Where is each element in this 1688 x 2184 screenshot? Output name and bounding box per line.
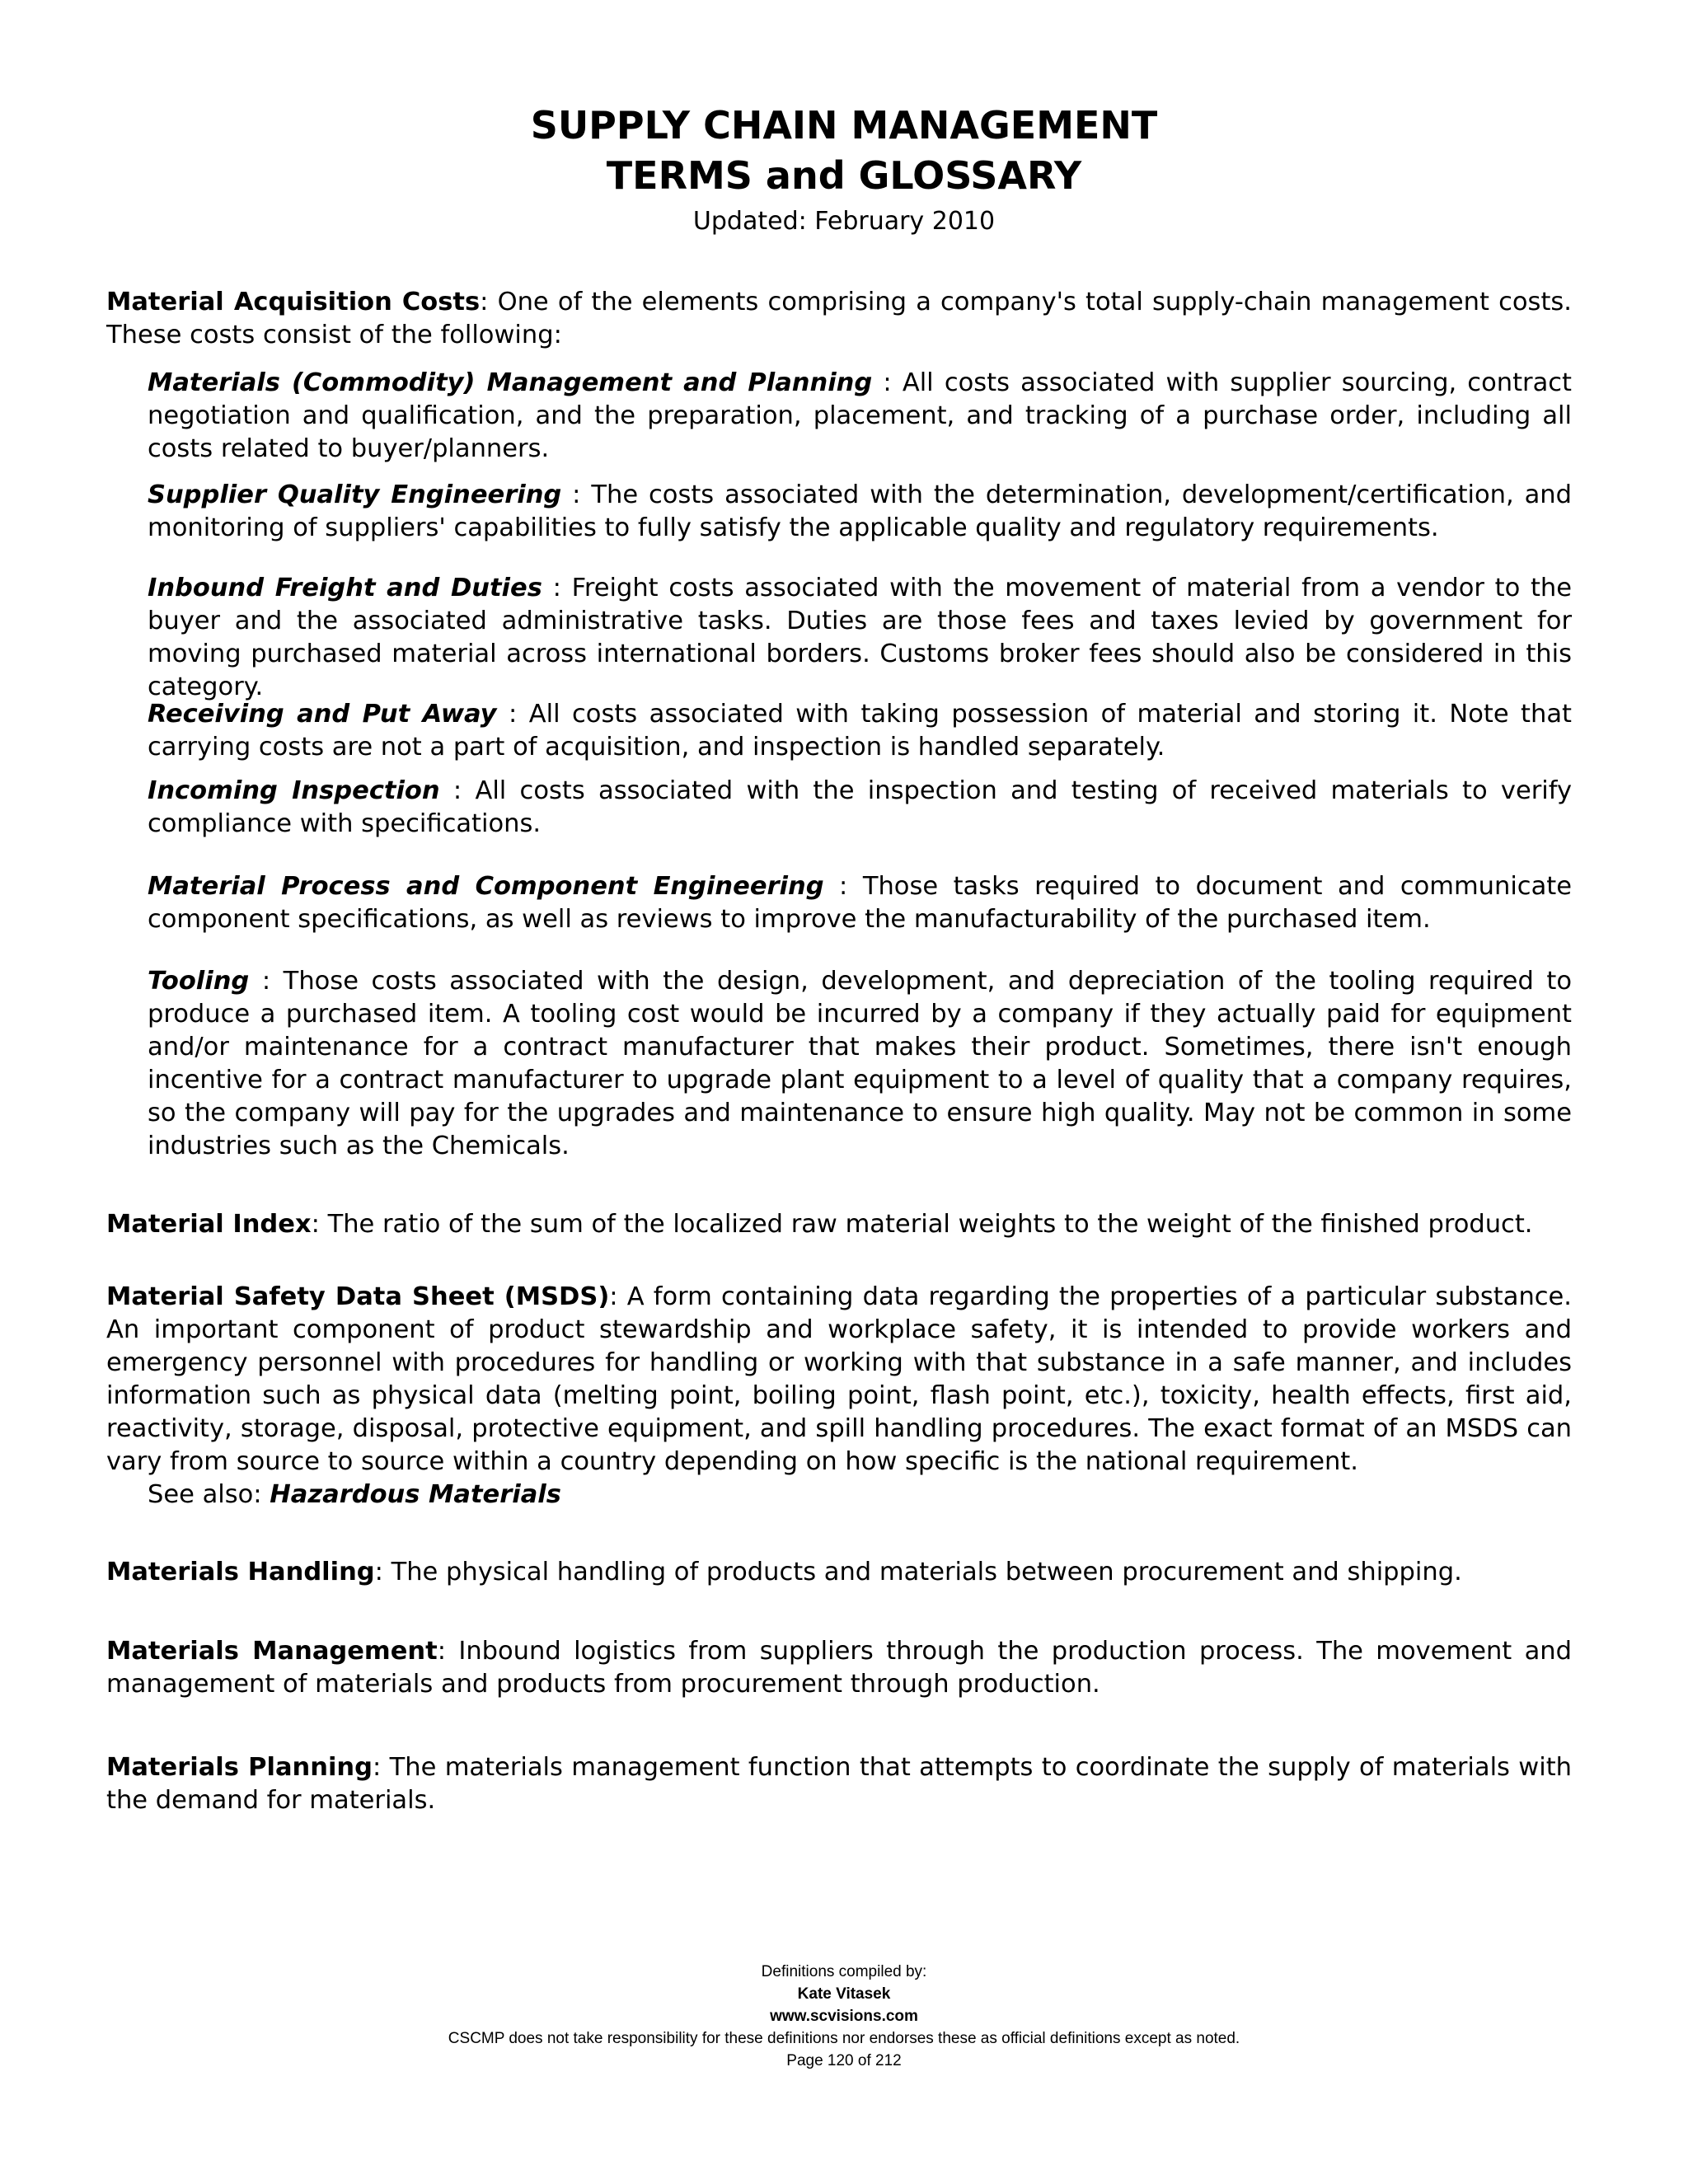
subentry-definition: : All costs associated with the inspection and testing of received materials to verify compliance with specifications.: [148, 776, 1572, 838]
subentry-definition: : All costs associated with taking possession of material and storing it. Note that carrying costs are not a part of acquisition, and inspection is handled separately.: [148, 700, 1572, 762]
subentry-term: Supplier Quality Engineering: [148, 480, 562, 509]
subentry-definition: : All costs associated with supplier sourcing, contract negotiation and qualification, and the preparation, placement, and tracking of a purchase order, including all costs related to buyer/planners.: [148, 368, 1572, 463]
page-title-line1: SUPPLY CHAIN MANAGEMENT: [530, 103, 1158, 148]
entry-term: Materials Planning: [106, 1753, 373, 1782]
subentry-receiving-put-away: [148, 698, 1572, 764]
entry-material-index: [106, 1208, 1572, 1241]
entry-materials-planning: [106, 1751, 1572, 1817]
footer-disclaimer: CSCMP does not take responsibility for these definitions nor endorses these as official definitions except as noted.: [448, 2030, 1240, 2047]
subentry-term: Material Process and Component Engineering: [148, 872, 824, 901]
entry-materials-management: [106, 1635, 1572, 1701]
entry-definition: : The ratio of the sum of the localized raw material weights to the weight of the finished product.: [311, 1210, 1533, 1239]
subentry-materials-management-planning: [148, 367, 1572, 466]
see-also-link: Hazardous Materials: [270, 1480, 561, 1509]
entry-term: Materials Management: [106, 1637, 438, 1666]
see-also-label: See also:: [148, 1480, 270, 1509]
footer-website-text: www.scvisions.com: [770, 2008, 918, 2025]
subentry-definition: : Those costs associated with the design, development, and depreciation of the tooling required to produce a purchased item. A tooling cost would be incurred by a company if they actually paid for equipment and/or maintenance for a contract manufacturer that makes their product. Sometimes, there isn't enough incentive for a contract manufacturer to upgrade plant equipment to a level of quality that a company requires, so the company will pay for the upgrades and maintenance to ensure high quality. May not be common in some industries such as the Chemicals.: [148, 967, 1572, 1160]
entry-term: Materials Handling: [106, 1558, 375, 1586]
subentry-material-process-component-engineering: [148, 870, 1572, 936]
footer-author-name: Kate Vitasek: [797, 1985, 891, 2003]
footer-website: [0, 2005, 1688, 2027]
subentry-definition: : The costs associated with the determination, development/certification, and monitoring of suppliers' capabilities to fully satisfy the applicable quality and regulatory requirements.: [148, 480, 1572, 542]
subentry-inbound-freight-duties: [148, 572, 1572, 704]
subentry-term: Tooling: [148, 967, 250, 996]
subentry-tooling: [148, 965, 1572, 1163]
subentry-supplier-quality-engineering: [148, 479, 1572, 545]
entry-definition: : Inbound logistics from suppliers through the production process. The movement and management of materials and products from procurement through production.: [106, 1637, 1572, 1699]
entry-term: Material Safety Data Sheet (MSDS): [106, 1282, 610, 1311]
subentry-definition: : Freight costs associated with the movement of material from a vendor to the buyer and the associated administrative tasks. Duties are those fees and taxes levied by government for moving purchased material across international borders. Customs broker fees should also be considered in this category.: [148, 574, 1572, 701]
footer-page-number: Page 120 of 212: [786, 2052, 902, 2069]
footer-compiled-by: Definitions compiled by:: [761, 1963, 927, 1980]
see-also: [148, 1479, 561, 1511]
subentry-term: Receiving and Put Away: [148, 700, 497, 729]
entry-term: Material Index: [106, 1210, 312, 1239]
entry-definition: : A form containing data regarding the properties of a particular substance. An important component of product stewardship and workplace safety, it is intended to provide workers and emergency personnel with procedures for handling or working with that substance in a safe manner, and includes information such as physical data (melting point, boiling point, flash point, etc.), toxicity, health effects, first aid, reactivity, storage, disposal, protective equipment, and spill handling procedures. The exact format of an MSDS can vary from source to source within a country depending on how specific is the national requirement.: [106, 1282, 1573, 1476]
subentry-term: Inbound Freight and Duties: [148, 574, 542, 602]
entry-term: Material Acquisition Costs: [106, 288, 481, 316]
entry-materials-handling: [106, 1556, 1572, 1589]
entry-msds: [106, 1281, 1572, 1479]
subentry-term: Materials (Commodity) Management and Planning: [148, 368, 873, 397]
footer-author: [0, 1983, 1688, 2005]
entry-material-acquisition-costs: [106, 286, 1572, 352]
updated-date: Updated: February 2010: [692, 207, 996, 236]
subentry-incoming-inspection: [148, 775, 1572, 841]
subentry-term: Incoming Inspection: [148, 776, 440, 805]
page-title-line2: TERMS and GLOSSARY: [606, 153, 1082, 198]
entry-definition: : The physical handling of products and materials between procurement and shipping.: [374, 1558, 1462, 1586]
entry-definition: : The materials management function that attempts to coordinate the supply of materials with the demand for materials.: [106, 1753, 1572, 1815]
subentry-definition: : Those tasks required to document and communicate component specifications, as well as reviews to improve the manufacturability of the purchased item.: [148, 872, 1572, 934]
entry-definition: : One of the elements comprising a company's total supply-chain management costs. These costs consist of the following:: [106, 288, 1572, 349]
